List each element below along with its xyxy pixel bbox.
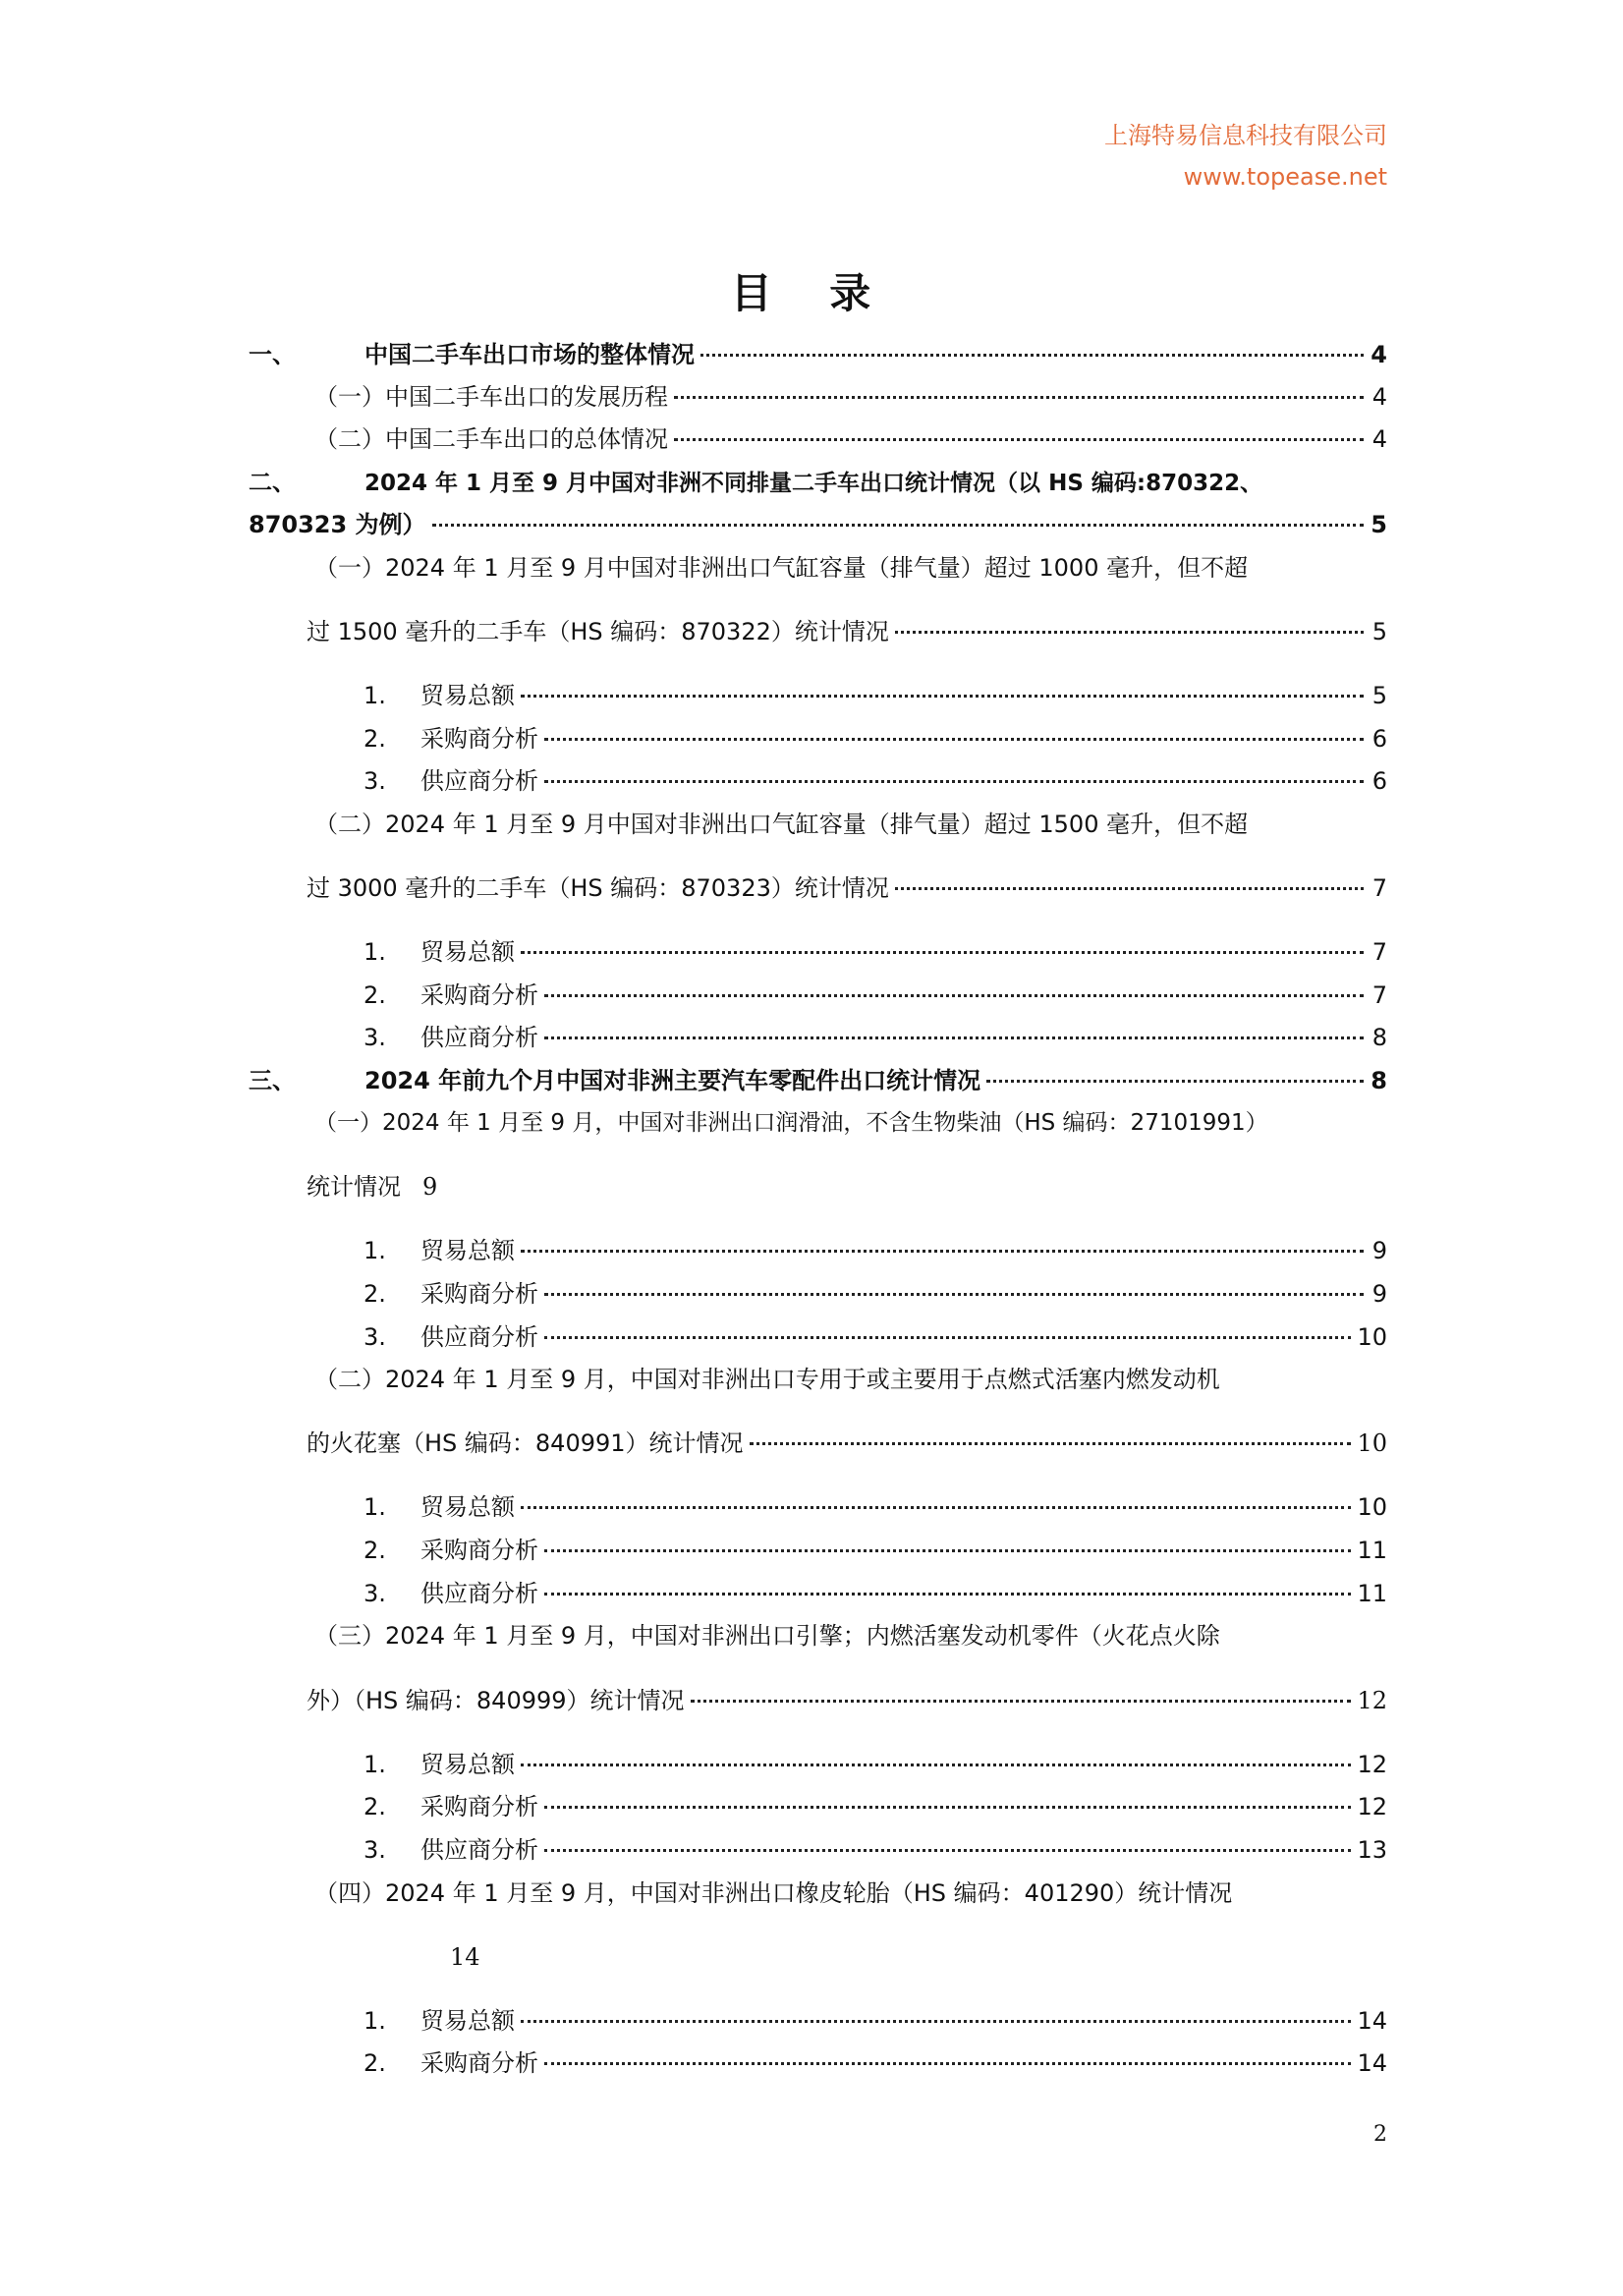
toc-entry-number: 1. xyxy=(364,2007,386,2035)
dot-leader xyxy=(750,1442,1352,1445)
dot-leader xyxy=(544,1806,1351,1809)
dot-leader xyxy=(432,524,1364,527)
toc-entry-s3-4-line1[interactable]: （四）2024 年 1 月至 9 月，中国对非洲出口橡皮轮胎（HS 编码：401290）统计情况 xyxy=(314,1879,1233,1907)
toc-entry-label: 贸易总额 xyxy=(420,2007,515,2035)
toc-page-number: 8 xyxy=(1371,1067,1387,1094)
toc-item-3-4-2[interactable] xyxy=(364,2046,1387,2080)
toc-entry-label: 采购商分析 xyxy=(420,725,538,753)
dot-leader xyxy=(521,2020,1351,2023)
dot-leader xyxy=(544,780,1364,783)
toc-entry-label: 2024 年前九个月中国对非洲主要汽车零配件出口统计情况 xyxy=(364,1067,981,1094)
toc-entry-number: 2. xyxy=(364,1793,386,1820)
toc-entry-label: 的火花塞（HS 编码：840991）统计情况 xyxy=(307,1429,744,1457)
toc-item-3-1-3[interactable] xyxy=(364,1320,1387,1354)
dot-leader xyxy=(544,1549,1351,1552)
toc-page-number: 11 xyxy=(1357,1580,1387,1607)
toc-item-3-3-3[interactable] xyxy=(364,1833,1387,1867)
toc-entry-number: 1. xyxy=(364,1493,386,1521)
toc-entry-s1-1[interactable] xyxy=(314,380,1387,414)
dot-leader xyxy=(521,951,1364,954)
toc-entry-s3-3-line2[interactable] xyxy=(307,1684,1387,1717)
toc-page-number: 7 xyxy=(1371,874,1387,902)
dot-leader xyxy=(544,2062,1351,2065)
toc-entry-s3-3-line1[interactable]: （三）2024 年 1 月至 9 月，中国对非洲出口引擎；内燃活塞发动机零件（火花点火除 xyxy=(314,1622,1220,1650)
toc-entry-label: 采购商分析 xyxy=(420,1793,538,1820)
page-title: 目 录 xyxy=(730,269,893,317)
toc-entry-label: 采购商分析 xyxy=(420,1280,538,1308)
toc-entry-label: 供应商分析 xyxy=(420,1580,538,1607)
page-number: 2 xyxy=(1373,2122,1387,2147)
toc-entry-label: 供应商分析 xyxy=(420,1024,538,1051)
toc-entry-number: 2. xyxy=(364,2049,386,2077)
toc-page-number: 9 xyxy=(1371,1237,1387,1264)
toc-entry-number: 1. xyxy=(364,1237,386,1264)
dot-leader xyxy=(544,1593,1351,1596)
toc-item-2-2-2[interactable] xyxy=(364,979,1387,1012)
dot-leader xyxy=(674,396,1364,399)
toc-entry-label: 过 1500 毫升的二手车（HS 编码：870322）统计情况 xyxy=(307,618,889,645)
toc-entry-label: 外）（HS 编码：840999）统计情况 xyxy=(307,1687,685,1714)
company-name: 上海特易信息科技有限公司 xyxy=(1104,122,1387,149)
toc-page-number: 12 xyxy=(1357,1751,1387,1778)
toc-page-number: 5 xyxy=(1371,511,1387,538)
toc-entry-s3-2-line1[interactable]: （二）2024 年 1 月至 9 月，中国对非洲出口专用于或主要用于点燃式活塞内燃发动机 xyxy=(314,1366,1220,1393)
toc-entry-label: 2024 年 1 月至 9 月中国对非洲不同排量二手车出口统计情况（以 HS 编码:870322、 xyxy=(364,471,1263,496)
toc-page-number: 9 xyxy=(422,1173,438,1201)
toc-entry-label: 供应商分析 xyxy=(420,1836,538,1864)
toc-page-number: 6 xyxy=(1371,767,1387,795)
toc-item-3-2-1[interactable] xyxy=(364,1490,1387,1524)
toc-entry-s1[interactable] xyxy=(249,338,1387,371)
toc-entry-label: 采购商分析 xyxy=(420,1537,538,1564)
dot-leader xyxy=(521,1250,1364,1253)
toc-entry-label: 供应商分析 xyxy=(420,767,538,795)
dot-leader xyxy=(544,1336,1351,1339)
toc-page-number: 8 xyxy=(1371,1024,1387,1051)
toc-entry-s3-1-line2[interactable] xyxy=(307,1170,437,1204)
toc-entry-number: 2. xyxy=(364,1537,386,1564)
toc-item-3-2-3[interactable] xyxy=(364,1577,1387,1610)
toc-page-number: 5 xyxy=(1371,682,1387,709)
dot-leader xyxy=(521,695,1364,698)
toc-entry-number: 3. xyxy=(364,767,386,795)
toc-entry-number: 2. xyxy=(364,1280,386,1308)
toc-entry-label: 采购商分析 xyxy=(420,2049,538,2077)
toc-page-number: 12 xyxy=(1357,1793,1387,1820)
toc-entry-label: 贸易总额 xyxy=(420,1751,515,1778)
toc-entry-number: 3. xyxy=(364,1323,386,1351)
website-url[interactable]: www.topease.net xyxy=(1183,163,1387,191)
toc-entry-label: 贸易总额 xyxy=(420,1237,515,1264)
toc-entry-label: 中国二手车出口市场的整体情况 xyxy=(364,341,695,368)
toc-page-number: 7 xyxy=(1371,981,1387,1009)
toc-page-number: 10 xyxy=(1357,1323,1387,1351)
toc-entry-label: 统计情况 xyxy=(307,1173,401,1201)
toc-item-3-1-2[interactable] xyxy=(364,1277,1387,1311)
toc-item-2-2-3[interactable] xyxy=(364,1021,1387,1054)
toc-item-3-1-1[interactable] xyxy=(364,1234,1387,1267)
toc-entry-s1-2[interactable] xyxy=(314,422,1387,456)
toc-entry-label: 贸易总额 xyxy=(420,1493,515,1521)
toc-entry-number: 3. xyxy=(364,1580,386,1607)
toc-entry-number: 2. xyxy=(364,725,386,753)
dot-leader xyxy=(674,438,1364,441)
toc-item-3-2-2[interactable] xyxy=(364,1534,1387,1567)
toc-entry-number: 一、 xyxy=(249,341,296,368)
toc-entry-number: 1. xyxy=(364,682,386,709)
toc-entry-label: （二）中国二手车出口的总体情况 xyxy=(314,425,668,453)
dot-leader xyxy=(521,1764,1351,1766)
dot-leader xyxy=(544,738,1364,741)
toc-page-number: 7 xyxy=(1371,938,1387,966)
dot-leader xyxy=(544,1293,1364,1296)
dot-leader xyxy=(544,1036,1364,1039)
toc-entry-label: 870323 为例） xyxy=(249,511,426,538)
toc-entry-s2-line1[interactable] xyxy=(249,466,1262,500)
dot-leader xyxy=(700,354,1364,357)
dot-leader xyxy=(521,1506,1351,1509)
toc-page-number: 5 xyxy=(1371,618,1387,645)
toc-entry-number: 1. xyxy=(364,938,386,966)
toc-entry-number: 3. xyxy=(364,1024,386,1051)
toc-entry-label: 过 3000 毫升的二手车（HS 编码：870323）统计情况 xyxy=(307,874,889,902)
toc-entry-s3[interactable] xyxy=(249,1064,1387,1097)
toc-page-number: 9 xyxy=(1371,1280,1387,1308)
dot-leader xyxy=(691,1700,1352,1703)
toc-page-number: 10 xyxy=(1357,1429,1387,1457)
toc-item-3-3-1[interactable] xyxy=(364,1748,1387,1781)
toc-entry-number: 1. xyxy=(364,1751,386,1778)
toc-page-number: 12 xyxy=(1357,1687,1387,1714)
toc-page-number: 6 xyxy=(1371,725,1387,753)
toc-page-number: 14 xyxy=(450,1943,480,1971)
toc-entry-s2-2-line2[interactable] xyxy=(307,871,1387,905)
toc-item-2-1-3[interactable] xyxy=(364,764,1387,798)
toc-entry-number: 三、 xyxy=(249,1067,296,1094)
toc-entry-number: 2. xyxy=(364,981,386,1009)
toc-item-2-1-2[interactable] xyxy=(364,722,1387,756)
toc-entry-label: 采购商分析 xyxy=(420,981,538,1009)
dot-leader xyxy=(895,631,1364,634)
toc-page-number: 4 xyxy=(1371,425,1387,453)
toc-entry-s2-line2[interactable] xyxy=(249,508,1387,541)
toc-page-number: 14 xyxy=(1357,2007,1387,2035)
toc-entry-label: （一）中国二手车出口的发展历程 xyxy=(314,383,668,411)
toc-page-number: 14 xyxy=(1357,2049,1387,2077)
toc-entry-s3-2-line2[interactable] xyxy=(307,1427,1387,1460)
toc-item-3-4-1[interactable] xyxy=(364,2004,1387,2038)
dot-leader xyxy=(986,1080,1364,1083)
dot-leader xyxy=(544,1849,1351,1852)
toc-item-2-1-1[interactable] xyxy=(364,679,1387,712)
toc-page-number: 13 xyxy=(1357,1836,1387,1864)
dot-leader xyxy=(544,994,1364,997)
toc-entry-label: 供应商分析 xyxy=(420,1323,538,1351)
toc-entry-label: 贸易总额 xyxy=(420,938,515,966)
toc-entry-s3-1-line1[interactable]: （一）2024 年 1 月至 9 月，中国对非洲出口润滑油，不含生物柴油（HS 编码：27101991） xyxy=(314,1110,1268,1136)
dot-leader xyxy=(895,887,1364,890)
toc-page-number: 11 xyxy=(1357,1537,1387,1564)
toc-page-number: 4 xyxy=(1371,341,1387,368)
toc-entry-number: 二、 xyxy=(249,469,296,496)
toc-entry-s2-1-line2[interactable] xyxy=(307,615,1387,648)
toc-page-number: 4 xyxy=(1371,383,1387,411)
toc-entry-label: 贸易总额 xyxy=(420,682,515,709)
toc-item-2-2-1[interactable] xyxy=(364,935,1387,969)
toc-entry-s2-1-line1[interactable]: （一）2024 年 1 月至 9 月中国对非洲出口气缸容量（排气量）超过 1000 毫升，但不超 xyxy=(314,554,1249,582)
toc-entry-number: 3. xyxy=(364,1836,386,1864)
toc-page-number: 10 xyxy=(1357,1493,1387,1521)
toc-item-3-3-2[interactable] xyxy=(364,1790,1387,1823)
toc-entry-s2-2-line1[interactable]: （二）2024 年 1 月至 9 月中国对非洲出口气缸容量（排气量）超过 1500 毫升，但不超 xyxy=(314,811,1249,838)
